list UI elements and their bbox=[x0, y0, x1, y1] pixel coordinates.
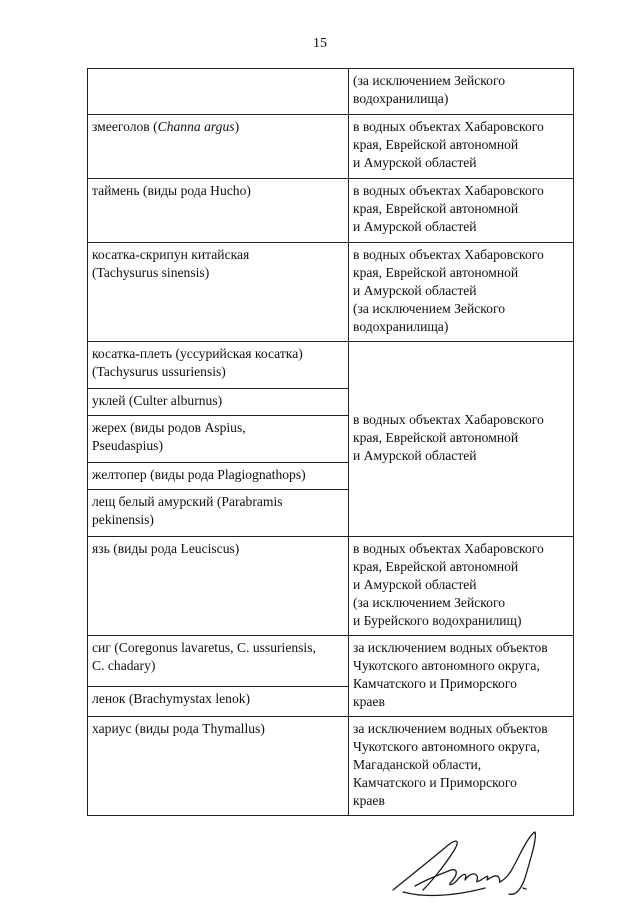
table-row bbox=[88, 179, 574, 243]
species-cell bbox=[88, 69, 349, 115]
species-name: змееголов ( bbox=[92, 119, 158, 134]
region-cell: за исключением водных объектов Чукотского автономного округа, Магаданской области, Камчатского и Приморского краев bbox=[349, 717, 574, 816]
table-row bbox=[88, 115, 574, 179]
table-row bbox=[88, 537, 574, 636]
species-cell: уклей (Culter alburnus) bbox=[88, 389, 349, 416]
table-row bbox=[88, 243, 574, 342]
table-row bbox=[88, 342, 574, 389]
table-row bbox=[88, 717, 574, 816]
region-cell: за исключением водных объектов Чукотского автономного округа, Камчатского и Приморского краев bbox=[349, 636, 574, 717]
region-cell: в водных объектах Хабаровского края, Еврейской автономной и Амурской областей (за исключением Зейского и Бурейского водохранилищ) bbox=[349, 537, 574, 636]
species-cell: косатка-плеть (уссурийская косатка) (Tachysurus ussuriensis) bbox=[88, 342, 349, 389]
species-cell: косатка-скрипун китайская (Tachysurus sinensis) bbox=[88, 243, 349, 342]
species-latin-name: Channa argus bbox=[157, 119, 235, 134]
species-cell: таймень (виды рода Hucho) bbox=[88, 179, 349, 243]
species-cell: язь (виды рода Leuciscus) bbox=[88, 537, 349, 636]
region-cell: в водных объектах Хабаровского края, Еврейской автономной и Амурской областей bbox=[349, 115, 574, 179]
region-cell: в водных объектах Хабаровского края, Еврейской автономной и Амурской областей (за исключением Зейского водохранилища) bbox=[349, 243, 574, 342]
table-row bbox=[88, 636, 574, 687]
table-row bbox=[88, 69, 574, 115]
species-cell: хариус (виды рода Thymallus) bbox=[88, 717, 349, 816]
species-name-suffix: ) bbox=[234, 119, 240, 134]
handwritten-signature bbox=[385, 828, 545, 900]
species-cell: ленок (Brachymystax lenok) bbox=[88, 687, 349, 717]
region-cell: в водных объектах Хабаровского края, Еврейской автономной и Амурской областей bbox=[349, 342, 574, 537]
species-cell bbox=[88, 115, 349, 179]
species-table bbox=[87, 68, 574, 816]
species-cell: желтопер (виды рода Plagiognathops) bbox=[88, 463, 349, 490]
page-number: 15 bbox=[313, 36, 327, 51]
region-cell: в водных объектах Хабаровского края, Еврейской автономной и Амурской областей bbox=[349, 179, 574, 243]
species-cell: лещ белый амурский (Parabramis pekinensis) bbox=[88, 490, 349, 537]
species-cell: жерех (виды родов Aspius, Pseudaspius) bbox=[88, 416, 349, 463]
region-cell: (за исключением Зейского водохранилища) bbox=[349, 69, 574, 115]
species-cell: сиг (Coregonus lavaretus, C. ussuriensis, C. chadary) bbox=[88, 636, 349, 687]
